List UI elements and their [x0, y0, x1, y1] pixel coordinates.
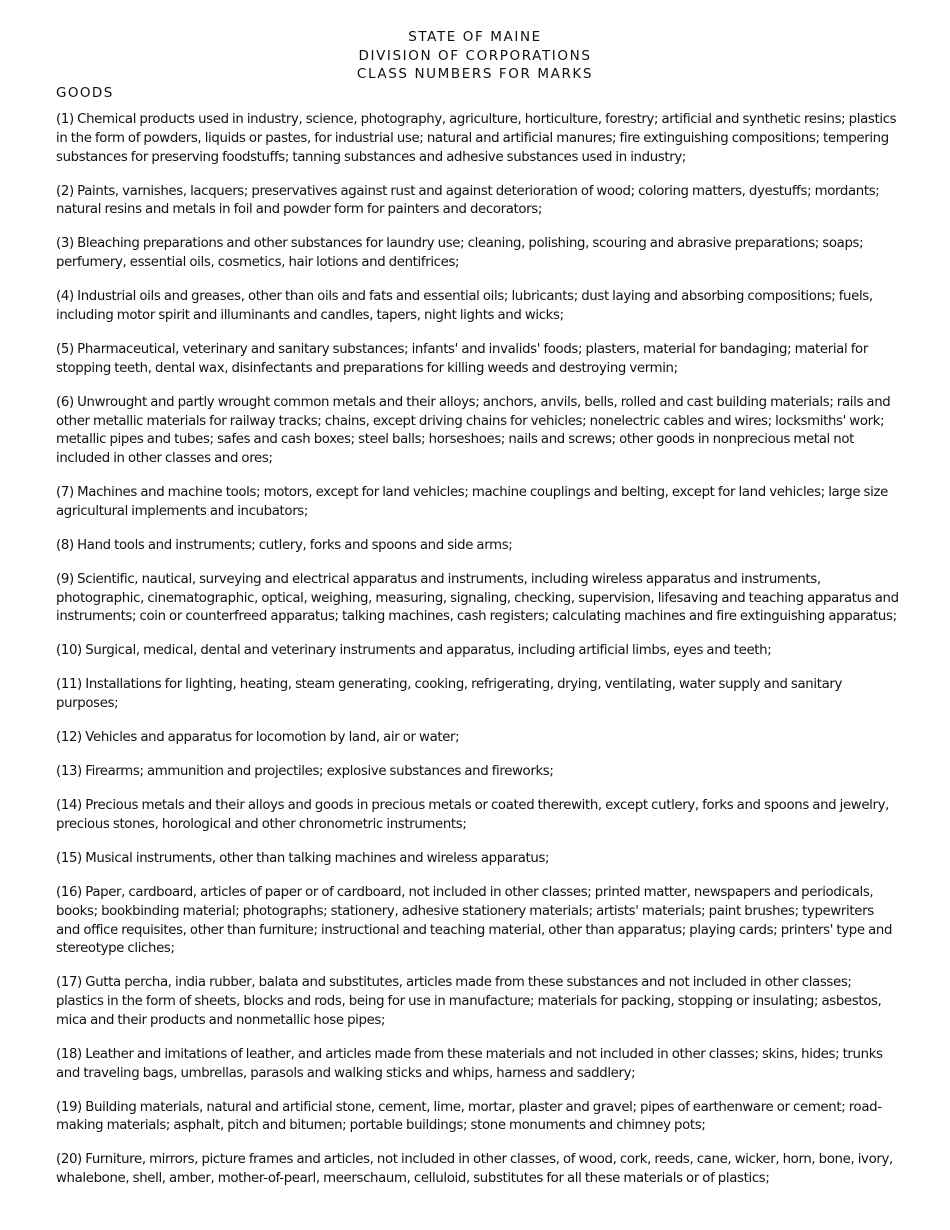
- class-entry-16: (16) Paper, cardboard, articles of paper or of cardboard, not included in other classes; printed matter, newspapers and periodicals, books; bookbinding material; photographs; stationery, adhesive stationery materials; artists' materials; paint brushes; typewriters and office requisites, other than furniture; instructional and teaching material, other than apparatus; playing cards; printers' type and stereotype cliches;: [56, 884, 893, 957]
- class-entry-3: (3) Bleaching preparations and other substances for laundry use; cleaning, polishing, scouring and abrasive preparations; soaps; perfumery, essential oils, cosmetics, hair lotions and dentifrices;: [56, 236, 864, 271]
- class-entry-11: (11) Installations for lighting, heating, steam generating, cooking, refrigerating, drying, ventilating, water supply and sanitary purposes;: [56, 677, 843, 712]
- class-entry-5: (5) Pharmaceutical, veterinary and sanitary substances; infants' and invalids' foods; plasters, material for bandaging; material for stopping teeth, dental wax, disinfectants and preparations for killing weeds and destroying vermin;: [56, 341, 868, 376]
- section-label-goods: GOODS: [56, 85, 114, 101]
- class-entry-14: (14) Precious metals and their alloys and goods in precious metals or coated therewith, except cutlery, forks and spoons and jewelry, precious stones, horological and other chronometric instruments;: [56, 798, 890, 832]
- class-entry-6: (6) Unwrought and partly wrought common metals and their alloys; anchors, anvils, bells, rolled and cast building materials; rails and other metallic materials for railway tracks; chains, except driving chains for vehicles; nonelectric cables and wires; locksmiths' work; metallic pipes and tubes; safes and cash boxes; steel balls; horseshoes; nails and screws; other goods in nonprecious metal not included in other classes and ores;: [56, 394, 891, 467]
- class-entry-18: (18) Leather and imitations of leather, and articles made from these materials and not included in other classes; skins, hides; trunks and traveling bags, umbrellas, parasols and walking sticks and whips, harness and saddlery;: [56, 1046, 883, 1081]
- class-list: [56, 111, 900, 1204]
- class-entry-8: (8) Hand tools and instruments; cutlery, forks and spoons and side arms;: [56, 537, 513, 553]
- class-entry-1: (1) Chemical products used in industry, science, photography, agriculture, horticulture, forestry; artificial and synthetic resins; plastics in the form of powders, liquids or pastes, for industrial use; natural and artificial manures; fire extinguishing compositions; tempering substances for preserving foodstuffs; tanning substances and adhesive substances used in industry;: [56, 112, 897, 165]
- class-entry-12: (12) Vehicles and apparatus for locomotion by land, air or water;: [56, 730, 460, 746]
- header-division: DIVISION OF CORPORATIONS: [358, 47, 592, 64]
- class-entry-17: (17) Gutta percha, india rubber, balata and substitutes, articles made from these substances and not included in other classes; plastics in the form of sheets, blocks and rods, being for use in manufacture; materials for packing, stopping or insulating; asbestos, mica and their products and nonmetallic hose pipes;: [56, 975, 882, 1028]
- class-entry-2: (2) Paints, varnishes, lacquers; preservatives against rust and against deterioration of wood; coloring matters, dyestuffs; mordants; natural resins and metals in foil and powder form for painters and decorators;: [56, 183, 880, 218]
- class-entry-4: (4) Industrial oils and greases, other than oils and fats and essential oils; lubricants; dust laying and absorbing compositions; fuels, including motor spirit and illuminants and candles, tapers, night lights and wicks;: [56, 289, 873, 323]
- document-header: [0, 28, 950, 84]
- class-entry-20: (20) Furniture, mirrors, picture frames and articles, not included in other classes, of wood, cork, reeds, cane, wicker, horn, bone, ivory, whalebone, shell, amber, mother-of-pearl, meerschaum, celluloid, substitutes for all these materials or of plastics;: [56, 1152, 893, 1187]
- class-entry-7: (7) Machines and machine tools; motors, except for land vehicles; machine couplings and belting, except for land vehicles; large size agricultural implements and incubators;: [56, 485, 888, 519]
- class-entry-15: (15) Musical instruments, other than talking machines and wireless apparatus;: [56, 850, 550, 866]
- class-entry-19: (19) Building materials, natural and artificial stone, cement, lime, mortar, plaster and gravel; pipes of earthenware or cement; road-making materials; asphalt, pitch and bitumen; portable buildings; stone monuments and chimney pots;: [56, 1099, 882, 1134]
- class-entry-13: (13) Firearms; ammunition and projectiles; explosive substances and fireworks;: [56, 764, 554, 780]
- class-entry-10: (10) Surgical, medical, dental and veterinary instruments and apparatus, including artificial limbs, eyes and teeth;: [56, 643, 772, 659]
- class-entry-9: (9) Scientific, nautical, surveying and electrical apparatus and instruments, including wireless apparatus and instruments, photographic, cinematographic, optical, weighing, measuring, signaling, checking, supervision, lifesaving and teaching apparatus and instruments; coin or counterfreed apparatus; talking machines, cash registers; calculating machines and fire extinguishing apparatus;: [56, 571, 899, 625]
- header-title: CLASS NUMBERS FOR MARKS: [356, 66, 594, 82]
- header-state: STATE OF MAINE: [408, 29, 542, 45]
